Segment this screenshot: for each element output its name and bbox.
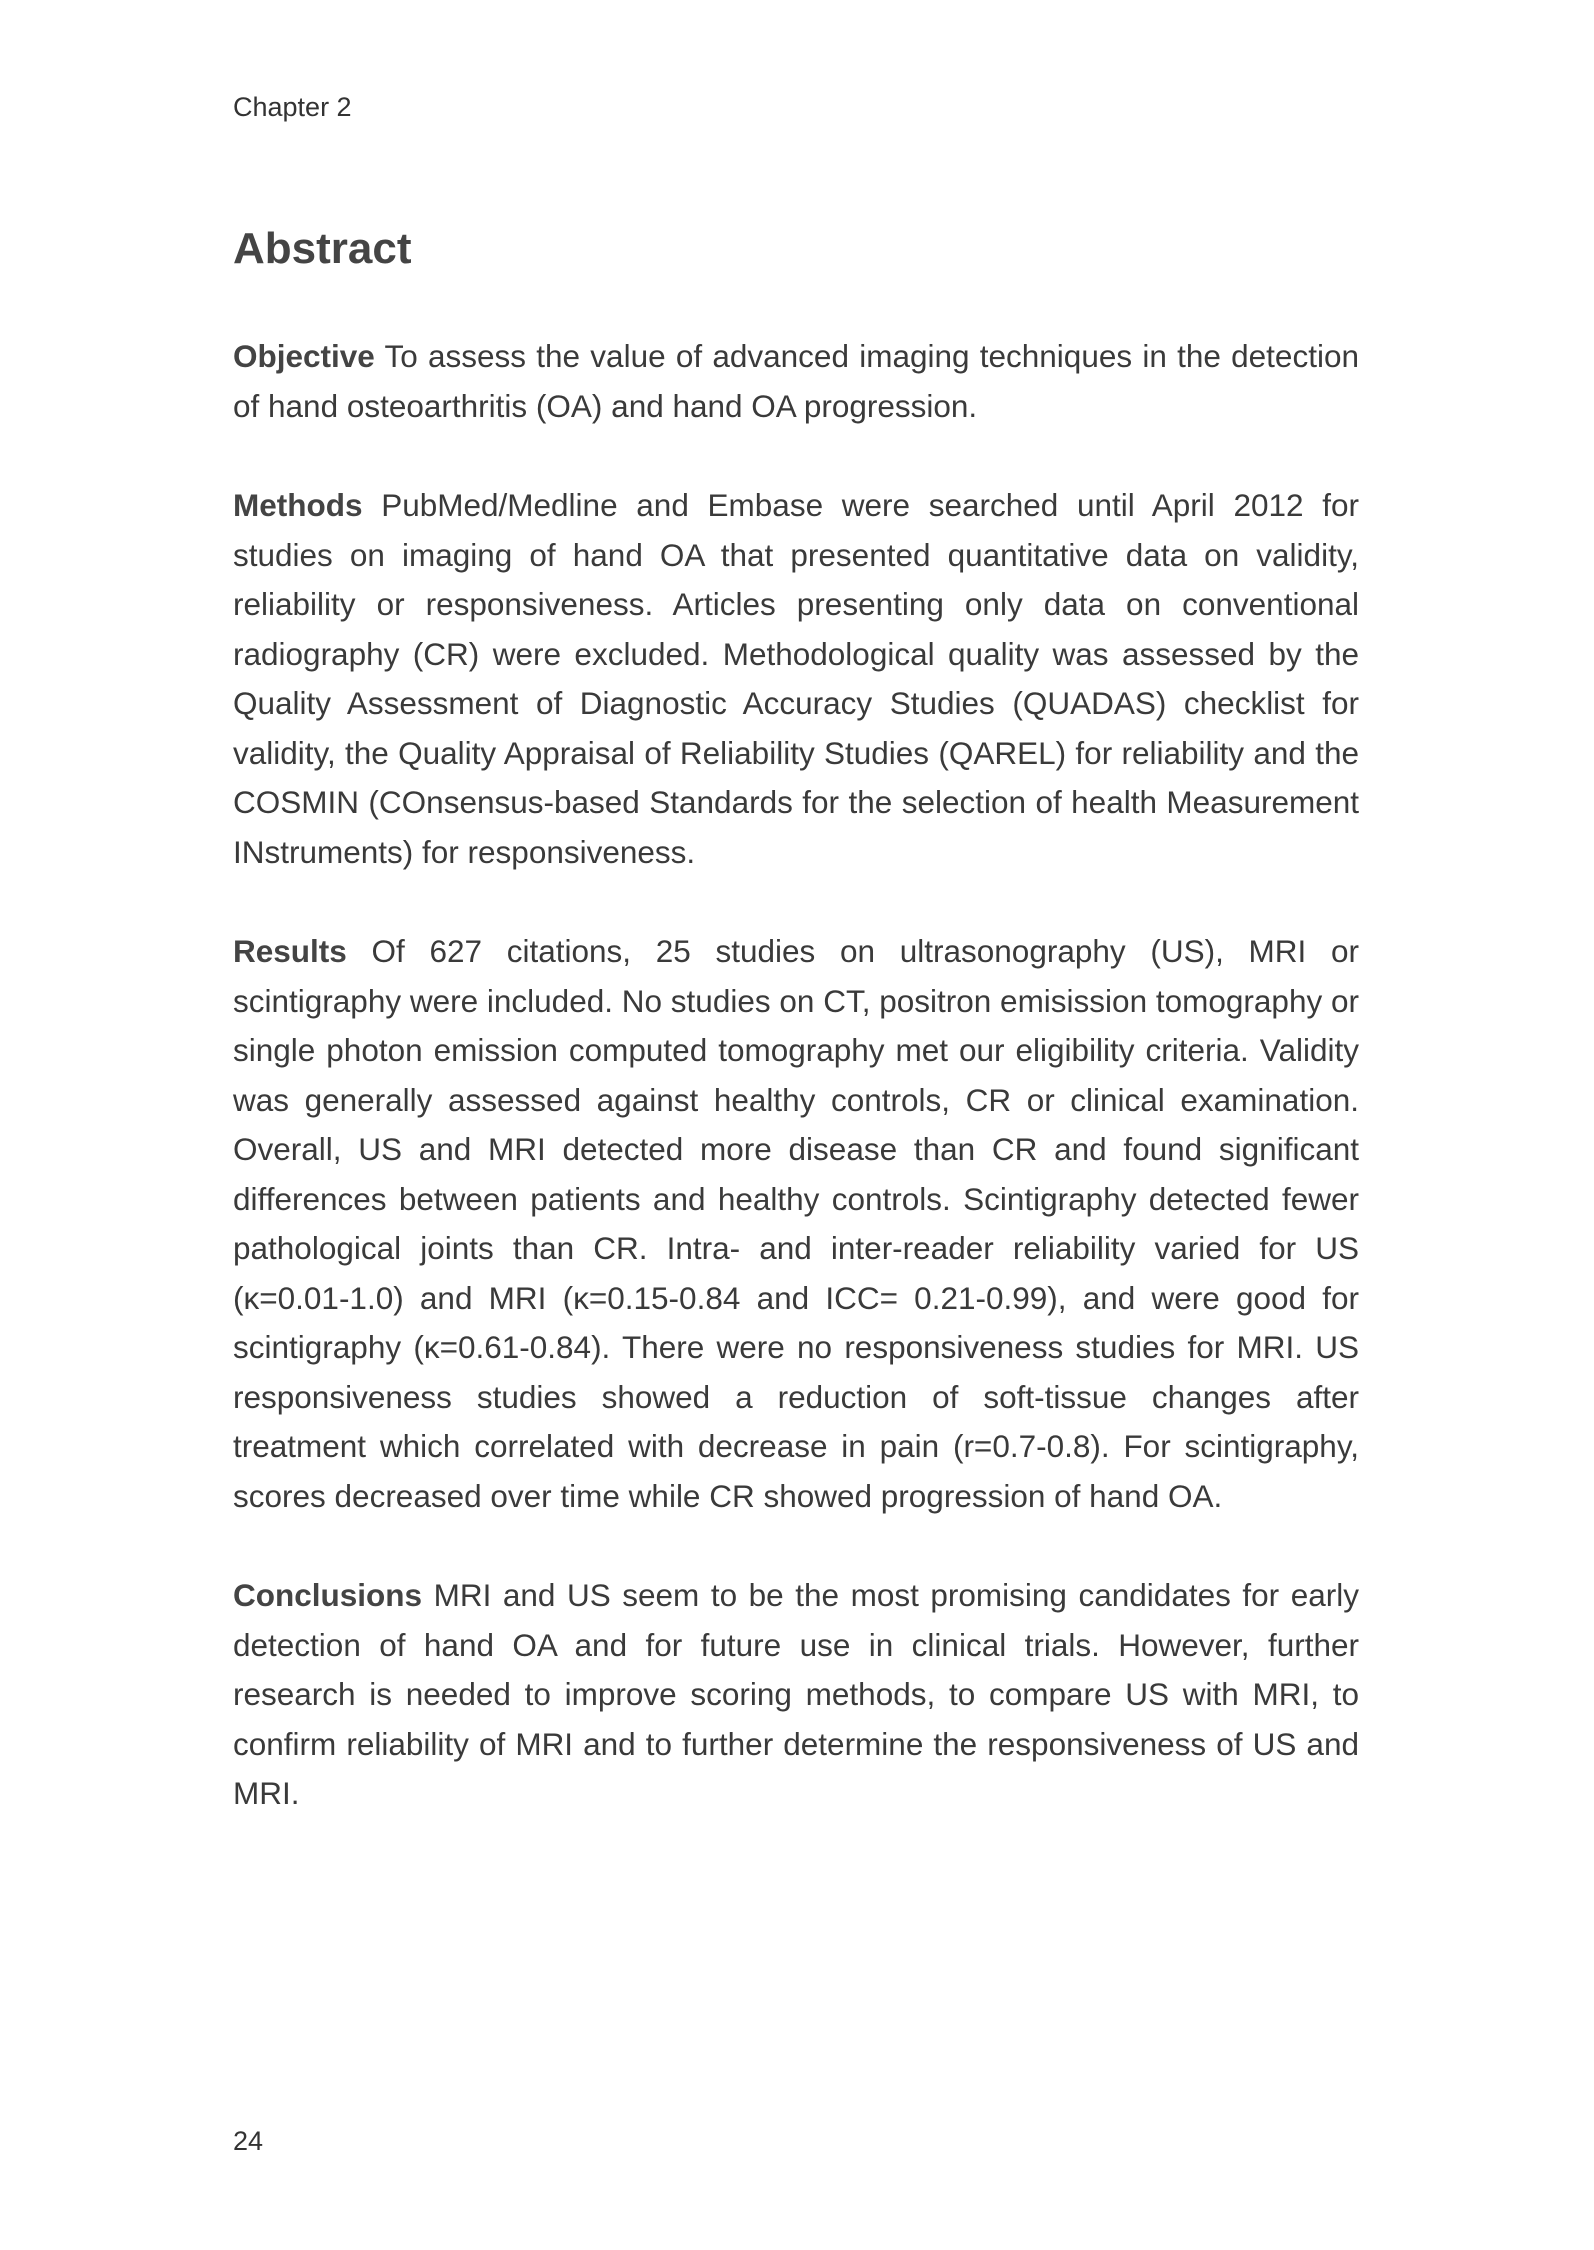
abstract-body bbox=[233, 332, 1359, 1869]
objective-label: Objective bbox=[233, 338, 375, 374]
conclusions-text: MRI and US seem to be the most promising candidates for early detection of hand OA and for future use in clinical trials. However, further research is needed to improve scoring methods, to compare US with MRI, to confirm reliability of MRI and to further determine the responsiveness of US and MRI. bbox=[233, 1577, 1359, 1811]
results-text: Of 627 citations, 25 studies on ultrasonography (US), MRI or scintigraphy were included. No studies on CT, positron emisission tomography or single photon emission computed tomography met our eligibility criteria. Validity was generally assessed against healthy controls, CR or clinical examination. Overall, US and MRI detected more disease than CR and found significant differences between patients and healthy controls. Scintigraphy detected fewer pathological joints than CR. Intra- and inter-reader reliability varied for US (κ=0.01-1.0) and MRI (κ=0.15-0.84 and ICC= 0.21-0.99), and were good for scintigraphy (κ=0.61-0.84). There were no responsiveness studies for MRI. US responsiveness studies showed a reduction of soft-tissue changes after treatment which correlated with decrease in pain (r=0.7-0.8). For scintigraphy, scores decreased over time while CR showed progression of hand OA. bbox=[233, 933, 1359, 1514]
objective-text: To assess the value of advanced imaging techniques in the detection of hand osteoarthritis (OA) and hand OA progression. bbox=[233, 338, 1359, 424]
conclusions-paragraph bbox=[233, 1571, 1359, 1819]
conclusions-label: Conclusions bbox=[233, 1577, 423, 1613]
results-label: Results bbox=[233, 933, 347, 969]
results-paragraph bbox=[233, 927, 1359, 1521]
methods-paragraph bbox=[233, 481, 1359, 877]
methods-text: PubMed/Medline and Embase were searched until April 2012 for studies on imaging of hand OA that presented quantitative data on validity, reliability or responsiveness. Articles presenting only data on conventional radiography (CR) were excluded. Methodological quality was assessed by the Quality Assessment of Diagnostic Accuracy Studies (QUADAS) checklist for validity, the Quality Appraisal of Reliability Studies (QAREL) for reliability and the COSMIN (COnsensus-based Standards for the selection of health Measurement INstruments) for responsiveness. bbox=[233, 487, 1359, 870]
objective-paragraph bbox=[233, 332, 1359, 431]
page-title: Abstract bbox=[233, 224, 412, 273]
running-header-chapter: Chapter 2 bbox=[233, 92, 352, 122]
page-number: 24 bbox=[233, 2126, 264, 2156]
methods-label: Methods bbox=[233, 487, 363, 523]
